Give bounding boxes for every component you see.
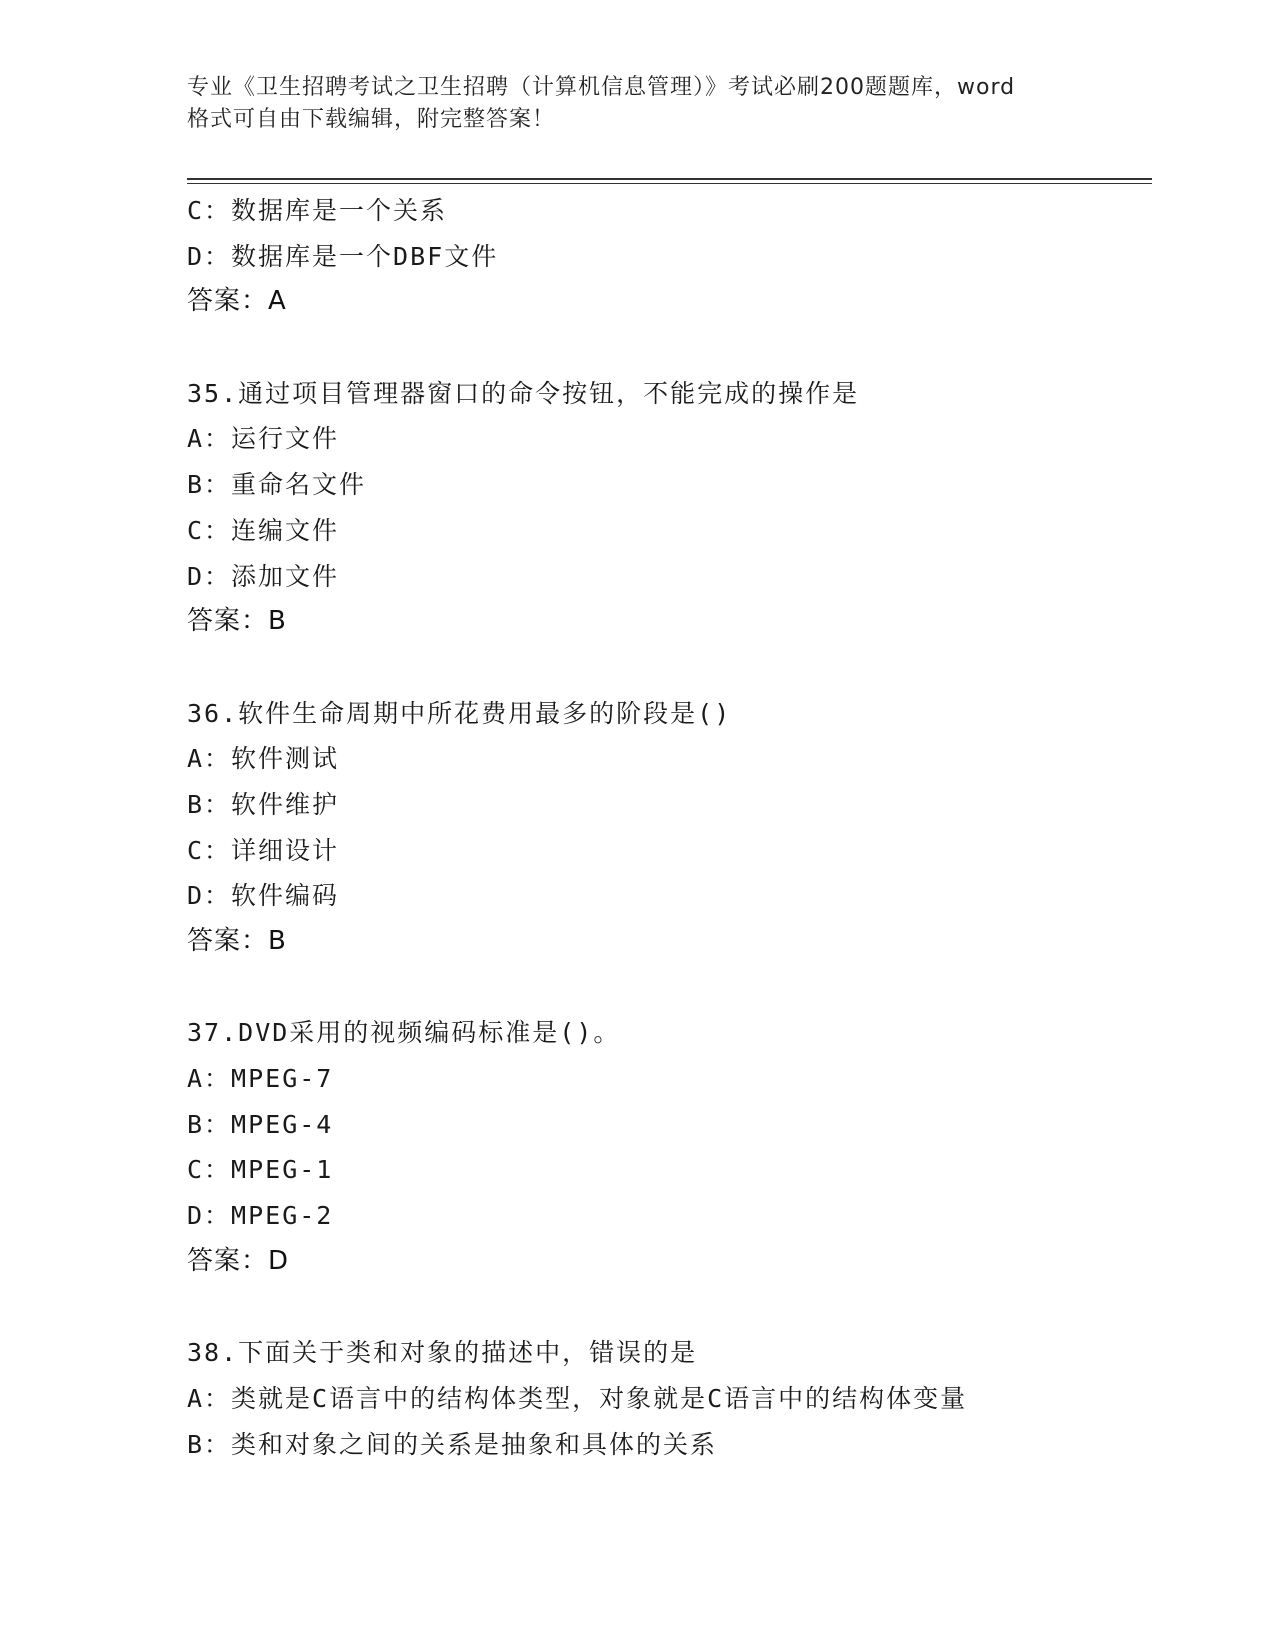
option-a: A：类就是C语言中的结构体类型，对象就是C语言中的结构体变量 [187, 1383, 968, 1413]
spacer [187, 645, 1152, 691]
answer-line: 答案：B [187, 926, 287, 956]
question-stem: 38.下面关于类和对象的描述中，错误的是 [187, 1338, 698, 1368]
option-d: D：数据库是一个DBF文件 [187, 241, 499, 271]
option-d: D：MPEG-2 [187, 1201, 334, 1231]
header-divider-thick [187, 178, 1152, 180]
option-c: C：连编文件 [187, 515, 340, 545]
spacer [187, 325, 1152, 371]
header-divider-thin [187, 183, 1152, 184]
document-header [187, 72, 1087, 136]
answer-line: 答案：D [187, 1245, 290, 1276]
spacer [187, 1285, 1152, 1331]
option-b: B：软件维护 [187, 789, 340, 819]
option-a: A：MPEG-7 [187, 1064, 334, 1094]
answer-line: 答案：B [187, 606, 287, 637]
option-c: C：详细设计 [187, 835, 340, 865]
option-d: D：软件编码 [187, 881, 340, 911]
question-list [187, 188, 1152, 1467]
question-stem: 36.软件生命周期中所花费用最多的阶段是() [187, 698, 732, 728]
option-b: B：重命名文件 [187, 470, 367, 500]
question-stem: 35.通过项目管理器窗口的命令按钮，不能完成的操作是 [187, 378, 860, 408]
option-c: C：MPEG-1 [187, 1155, 334, 1185]
spacer [187, 965, 1152, 1011]
question-stem: 37.DVD采用的视频编码标准是()。 [187, 1018, 621, 1048]
answer-line: 答案：A [187, 286, 287, 317]
option-b: B：类和对象之间的关系是抽象和具体的关系 [187, 1429, 718, 1459]
option-c: C：数据库是一个关系 [187, 196, 448, 225]
option-b: B：MPEG-4 [187, 1109, 334, 1139]
option-a: A：软件测试 [187, 744, 340, 774]
option-d: D：添加文件 [187, 561, 340, 591]
option-a: A：运行文件 [187, 424, 340, 454]
header-line-2: 格式可自由下载编辑，附完整答案！ [187, 107, 556, 132]
header-line-1: 专业《卫生招聘考试之卫生招聘（计算机信息管理）》考试必刷200题题库，word [187, 75, 1016, 100]
